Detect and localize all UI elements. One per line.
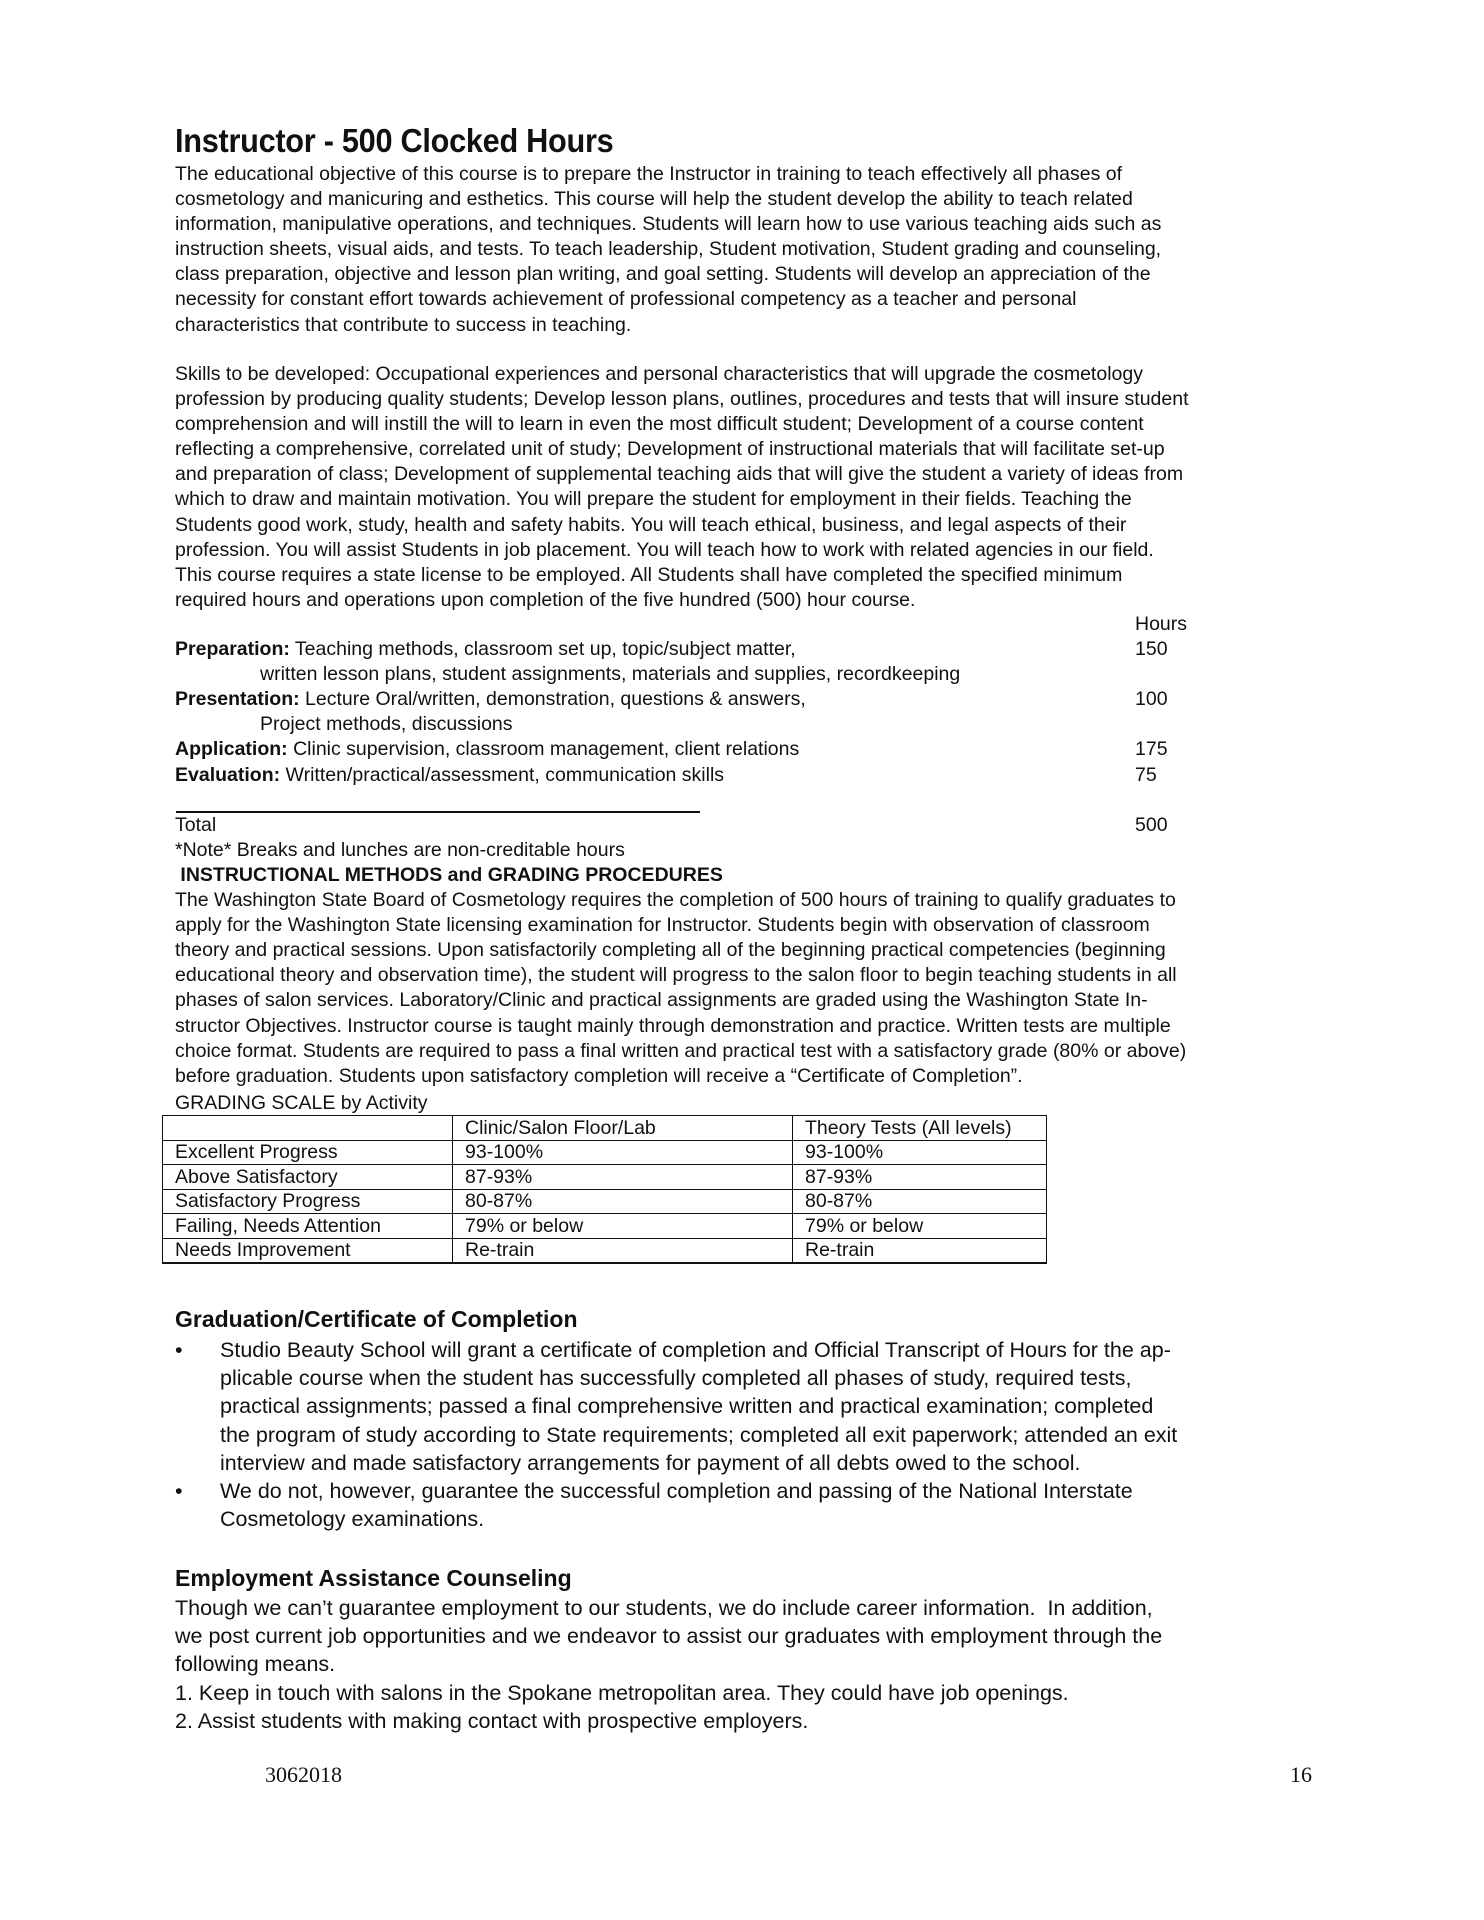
employment-paragraph (175, 1594, 1335, 1735)
paragraph-line: apply for the Washington State licensing examination for Instructor. Students begin with observation of classroom (175, 914, 1150, 937)
bullet-line: We do not, however, guarantee the successful completion and passing of the National Interstate (220, 1479, 1133, 1504)
paragraph-line: Though we can’t guarantee employment to our students, we do include career information. In addition, (175, 1596, 1153, 1620)
breaks-note: *Note* Breaks and lunches are non-creditable hours (175, 838, 625, 861)
table-header-cell: Theory Tests (All levels) (793, 1116, 1047, 1141)
hours-value: 100 (1135, 688, 1168, 711)
hours-row-continuation (175, 662, 1375, 687)
bullet-line: plicable course when the student has successfully completed all phases of study, required tests, (220, 1366, 1132, 1391)
paragraph-line: educational theory and observation time), the student will progress to the salon floor to begin teaching students in all (175, 964, 1177, 987)
table-row (163, 1238, 1047, 1263)
category-label: Evaluation: (175, 763, 281, 786)
theory-score: Re-train (793, 1238, 1047, 1263)
grading-scale-label: GRADING SCALE by Activity (175, 1092, 428, 1114)
hours-row-evaluation (175, 763, 1375, 788)
category-description: Teaching methods, classroom set up, topic/subject matter, (289, 638, 796, 661)
clinic-score: 79% or below (453, 1214, 793, 1239)
paragraph-line: information, manipulative operations, and techniques. Students will learn how to use various teaching aids such as (175, 213, 1162, 236)
category-label: Application: (175, 738, 288, 761)
footer-doc-code: 3062018 (265, 1762, 342, 1787)
note-row (175, 838, 1375, 863)
paragraph-line: This course requires a state license to be employed. All Students shall have completed the specified minimum (175, 563, 1123, 586)
graduation-bullet-list (175, 1336, 1325, 1533)
paragraph-line: characteristics that contribute to success in teaching. (175, 313, 632, 336)
hours-row-application (175, 737, 1375, 762)
table-header-row (163, 1116, 1047, 1141)
paragraph-line: choice format. Students are required to pass a final written and practical test with a satisfactory grade (80% or above) (175, 1039, 1187, 1062)
paragraph-line: before graduation. Students upon satisfactory completion will receive a “Certificate of Completion”. (175, 1064, 1023, 1087)
bullet-line: the program of study according to State requirements; completed all exit paperwork; attended an exit (220, 1422, 1178, 1447)
paragraph-line: Skills to be developed: Occupational experiences and personal characteristics that will upgrade the cosmetology (175, 363, 1143, 385)
bullet-line: interview and made satisfactory arrangements for payment of all debts owed to the school. (220, 1450, 1081, 1475)
paragraph-line: necessity for constant effort towards achievement of professional competency as a teacher and personal (175, 288, 1077, 311)
instructional-methods-heading: INSTRUCTIONAL METHODS and GRADING PROCEDURES (175, 863, 723, 886)
hours-value: 175 (1135, 738, 1168, 761)
paragraph-line: following means. (175, 1652, 336, 1677)
instructional-heading-row (175, 863, 1375, 888)
paragraph-line: we post current job opportunities and we endeavor to assist our graduates with employment through the (175, 1624, 1163, 1649)
hours-column-header: Hours (1135, 613, 1188, 635)
paragraph-line: reflecting a comprehensive, correlated unit of study; Development of instructional materials that will facilitate set-up (175, 438, 1165, 461)
page-title: Instructor - 500 Clocked Hours (175, 122, 614, 159)
category-description: Written/practical/assessment, communication skills (280, 763, 725, 786)
theory-score: 93-100% (793, 1140, 1047, 1165)
paragraph-line: instruction sheets, visual aids, and tests. To teach leadership, Student motivation, Student grading and counseling, (175, 238, 1162, 261)
paragraph-line: comprehension and will instill the will to learn in even the most difficult student; Development of a course content (175, 413, 1144, 436)
paragraph-line: phases of salon services. Laboratory/Clinic and practical assignments are graded using the Washington State In- (175, 989, 1148, 1012)
employment-heading: Employment Assistance Counseling (175, 1565, 572, 1591)
paragraph-line: profession by producing quality students; Develop lesson plans, outlines, procedures and tests that will insure student (175, 388, 1189, 411)
theory-score: 79% or below (793, 1214, 1047, 1239)
grade-level: Satisfactory Progress (163, 1189, 453, 1214)
list-item (175, 1477, 1325, 1533)
grade-level: Excellent Progress (163, 1140, 453, 1165)
grade-level: Above Satisfactory (163, 1165, 453, 1190)
numbered-item: 2. Assist students with making contact with prospective employers. (175, 1708, 809, 1733)
total-label: Total (175, 813, 217, 836)
bullet-line: Cosmetology examinations. (220, 1507, 485, 1532)
category-description: Lecture Oral/written, demonstration, questions & answers, (299, 688, 806, 711)
paragraph-line: theory and practical sessions. Upon satisfactorily completing all of the beginning practical competencies (beginning (175, 939, 1166, 962)
total-divider-rule (176, 811, 700, 813)
category-description: Clinic supervision, classroom management, client relations (287, 738, 800, 761)
table-row (163, 1165, 1047, 1190)
instructional-paragraph (175, 888, 1375, 1089)
hours-value: 150 (1135, 638, 1168, 661)
paragraph-line: Students good work, study, health and safety habits. You will teach ethical, business, and legal aspects of their (175, 513, 1127, 536)
grade-level: Needs Improvement (163, 1238, 453, 1263)
bullet-icon: • (175, 1338, 183, 1362)
clinic-score: 93-100% (453, 1140, 793, 1165)
list-item (175, 1336, 1325, 1477)
page-number: 16 (1290, 1762, 1312, 1787)
table-row (163, 1140, 1047, 1165)
theory-score: 80-87% (793, 1189, 1047, 1214)
hours-value: 75 (1135, 763, 1157, 786)
theory-score: 87-93% (793, 1165, 1047, 1190)
paragraph-line: which to draw and maintain motivation. You will prepare the student for employment in their fields. Teaching the (175, 488, 1132, 511)
paragraph-line: cosmetology and manicuring and esthetics. This course will help the student develop the ability to teach related (175, 188, 1133, 211)
hours-row-presentation (175, 687, 1375, 712)
paragraph-line: profession. You will assist Students in job placement. You will teach how to work with related agencies in our field. (175, 538, 1154, 561)
skills-paragraph (175, 362, 1335, 613)
graduation-heading: Graduation/Certificate of Completion (175, 1306, 578, 1332)
clinic-score: 80-87% (453, 1189, 793, 1214)
paragraph-line: required hours and operations upon completion of the five hundred (500) hour course. (175, 588, 916, 611)
bullet-line: Studio Beauty School will grant a certificate of completion and Official Transcript of Hours for the ap- (220, 1338, 1171, 1362)
paragraph-line: The Washington State Board of Cosmetology requires the completion of 500 hours of training to qualify graduates to (175, 889, 1176, 912)
spacer (175, 788, 1375, 813)
bullet-line: practical assignments; passed a final comprehensive written and practical examination; completed (220, 1394, 1154, 1419)
paragraph-line: and preparation of class; Development of supplemental teaching aids that will give the student a variety of ideas from (175, 463, 1184, 486)
numbered-item: 1. Keep in touch with salons in the Spokane metropolitan area. They could have job openings. (175, 1680, 1069, 1705)
table-row (163, 1189, 1047, 1214)
category-description: written lesson plans, student assignments, materials and supplies, recordkeeping (260, 663, 961, 686)
hours-total-row (175, 813, 1375, 838)
paragraph-line: The educational objective of this course is to prepare the Instructor in training to teach effectively all phases of (175, 163, 1123, 185)
category-label: Preparation: (175, 638, 290, 661)
category-label: Presentation: (175, 688, 300, 711)
total-hours-value: 500 (1135, 813, 1168, 836)
hours-header-row (175, 612, 1375, 637)
hours-row-preparation (175, 637, 1375, 662)
hours-breakdown (175, 612, 1375, 1089)
table-header-cell: Clinic/Salon Floor/Lab (453, 1116, 793, 1141)
hours-row-continuation (175, 712, 1375, 737)
category-description: Project methods, discussions (260, 713, 513, 736)
bullet-icon: • (175, 1479, 183, 1504)
table-header-cell (163, 1116, 453, 1141)
objective-paragraph (175, 162, 1335, 338)
paragraph-line: class preparation, objective and lesson plan writing, and goal setting. Students will develop an appreciation of the (175, 263, 1151, 286)
grade-level: Failing, Needs Attention (163, 1214, 453, 1239)
clinic-score: 87-93% (453, 1165, 793, 1190)
table-row (163, 1214, 1047, 1239)
grading-scale-table (162, 1115, 1047, 1264)
paragraph-line: structor Objectives. Instructor course is taught mainly through demonstration and practice. Written tests are multiple (175, 1014, 1171, 1037)
clinic-score: Re-train (453, 1238, 793, 1263)
